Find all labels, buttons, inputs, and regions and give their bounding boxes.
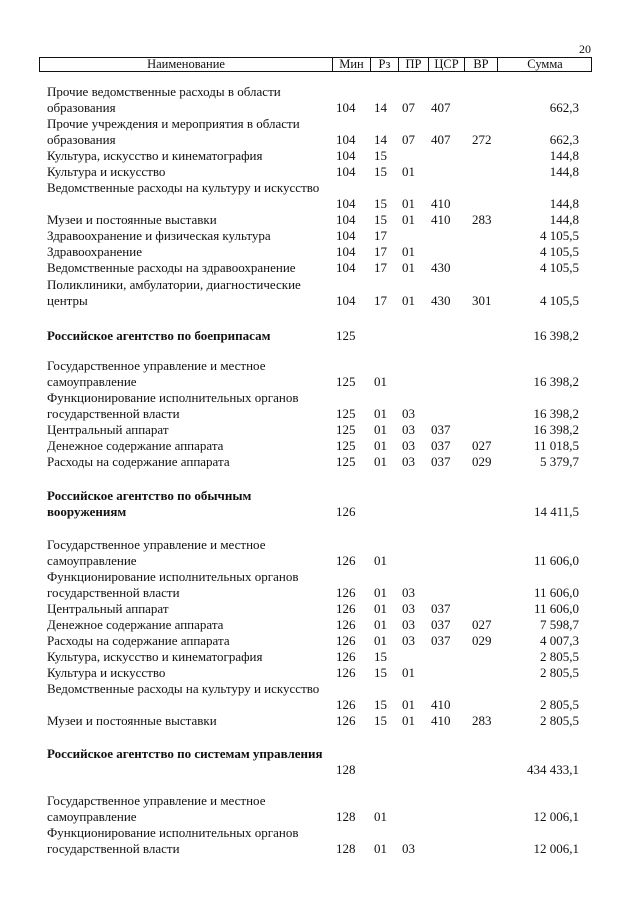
row-sum: 11 606,0 [533, 585, 579, 600]
row-rz: 15 [374, 649, 387, 664]
row-csr: 037 [431, 422, 451, 437]
table-row [0, 617, 640, 633]
row-csr: 407 [431, 132, 451, 147]
row-min: 104 [336, 132, 356, 147]
table-row [0, 681, 640, 713]
row-rz: 01 [374, 454, 387, 469]
row-sum: 2 805,5 [540, 649, 579, 664]
row-sum: 11 606,0 [533, 553, 579, 568]
row-sum: 4 007,3 [540, 633, 579, 648]
table-row [0, 438, 640, 454]
row-vr: 283 [472, 713, 492, 728]
row-rz: 15 [374, 164, 387, 179]
row-pr: 07 [402, 100, 415, 115]
row-pr: 01 [402, 164, 415, 179]
row-rz: 15 [374, 665, 387, 680]
table-row [0, 277, 640, 309]
row-sum: 4 105,5 [540, 293, 579, 308]
row-vr: 283 [472, 212, 492, 227]
row-min: 125 [336, 454, 356, 469]
row-min: 104 [336, 228, 356, 243]
row-pr: 03 [402, 841, 415, 856]
row-csr: 037 [431, 633, 451, 648]
table-row [0, 793, 640, 825]
row-min: 104 [336, 244, 356, 259]
row-rz: 01 [374, 633, 387, 648]
table-row [0, 825, 640, 857]
row-sum: 144,8 [549, 196, 579, 211]
row-pr: 03 [402, 438, 415, 453]
row-name: Ведомственные расходы на культуру и искусство [47, 681, 320, 696]
row-csr: 410 [431, 196, 451, 211]
row-sum: 16 398,2 [533, 406, 579, 421]
row-csr: 410 [431, 212, 451, 227]
header-min: Мин [332, 58, 370, 71]
row-sum: 2 805,5 [540, 665, 579, 680]
row-sum: 16 398,2 [533, 374, 579, 389]
table-row [0, 422, 640, 438]
row-rz: 01 [374, 438, 387, 453]
row-csr: 410 [431, 713, 451, 728]
row-pr: 01 [402, 697, 415, 712]
table-row [0, 164, 640, 180]
row-pr: 07 [402, 132, 415, 147]
row-sum: 2 805,5 [540, 713, 579, 728]
row-sum: 662,3 [549, 132, 579, 147]
row-min: 104 [336, 260, 356, 275]
row-rz: 01 [374, 374, 387, 389]
table-row [0, 665, 640, 681]
row-min: 128 [336, 762, 356, 777]
row-min: 104 [336, 100, 356, 115]
row-sum: 11 018,5 [533, 438, 579, 453]
row-name: Прочие учреждения и мероприятия в области образования [47, 116, 300, 147]
row-sum: 14 411,5 [533, 504, 579, 519]
table-row [0, 390, 640, 422]
table-row [0, 148, 640, 164]
row-sum: 434 433,1 [527, 762, 579, 777]
row-rz: 01 [374, 601, 387, 616]
row-sum: 4 105,5 [540, 228, 579, 243]
row-csr: 410 [431, 697, 451, 712]
row-min: 126 [336, 601, 356, 616]
table-row [0, 569, 640, 601]
header-name: Наименование [147, 57, 225, 71]
header-sum: Сумма [497, 58, 592, 71]
row-sum: 16 398,2 [533, 422, 579, 437]
row-rz: 15 [374, 212, 387, 227]
row-name: Ведомственные расходы на культуру и искусство [47, 180, 320, 195]
row-pr: 01 [402, 196, 415, 211]
row-sum: 7 598,7 [540, 617, 579, 632]
row-vr: 029 [472, 454, 492, 469]
row-pr: 01 [402, 260, 415, 275]
row-vr: 029 [472, 633, 492, 648]
row-sum: 4 105,5 [540, 244, 579, 259]
row-pr: 03 [402, 422, 415, 437]
row-pr: 03 [402, 406, 415, 421]
row-name: Денежное содержание аппарата [47, 438, 224, 453]
row-csr: 037 [431, 617, 451, 632]
row-csr: 037 [431, 438, 451, 453]
row-rz: 17 [374, 244, 387, 259]
row-rz: 15 [374, 148, 387, 163]
table-row [0, 260, 640, 276]
row-sum: 2 805,5 [540, 697, 579, 712]
row-sum: 16 398,2 [533, 328, 579, 343]
row-name: Культура и искусство [47, 164, 166, 179]
row-name: Функционирование исполнительных органов государственной власти [47, 825, 299, 856]
row-vr: 272 [472, 132, 492, 147]
row-rz: 01 [374, 553, 387, 568]
row-vr: 027 [472, 617, 492, 632]
row-name: Российское агентство по системам управления [47, 746, 323, 761]
row-rz: 17 [374, 228, 387, 243]
row-sum: 144,8 [549, 148, 579, 163]
row-rz: 15 [374, 196, 387, 211]
row-name: Функционирование исполнительных органов государственной власти [47, 569, 299, 600]
row-rz: 01 [374, 841, 387, 856]
row-name: Государственное управление и местное самоуправление [47, 358, 266, 389]
row-min: 104 [336, 196, 356, 211]
row-name: Музеи и постоянные выставки [47, 212, 217, 227]
row-min: 126 [336, 553, 356, 568]
table-row [0, 454, 640, 470]
row-min: 104 [336, 293, 356, 308]
row-rz: 01 [374, 809, 387, 824]
row-min: 125 [336, 374, 356, 389]
row-name: Российское агентство по боеприпасам [47, 328, 271, 343]
row-pr: 01 [402, 713, 415, 728]
table-row [0, 244, 640, 260]
row-name: Государственное управление и местное самоуправление [47, 793, 266, 824]
row-min: 104 [336, 212, 356, 227]
table-row [0, 116, 640, 148]
row-rz: 15 [374, 713, 387, 728]
row-min: 125 [336, 406, 356, 421]
row-min: 104 [336, 164, 356, 179]
row-name: Российское агентство по обычным вооружениям [47, 488, 252, 519]
row-rz: 01 [374, 617, 387, 632]
row-csr: 037 [431, 601, 451, 616]
row-sum: 12 006,1 [533, 809, 579, 824]
row-sum: 11 606,0 [533, 601, 579, 616]
row-pr: 03 [402, 601, 415, 616]
row-pr: 01 [402, 244, 415, 259]
row-name: Ведомственные расходы на здравоохранение [47, 260, 296, 275]
row-min: 126 [336, 697, 356, 712]
row-sum: 144,8 [549, 164, 579, 179]
row-name: Поликлиники, амбулатории, диагностические центры [47, 277, 301, 308]
row-min: 126 [336, 585, 356, 600]
row-csr: 430 [431, 260, 451, 275]
row-min: 126 [336, 649, 356, 664]
row-name: Культура, искусство и кинематография [47, 649, 263, 664]
row-name: Здравоохранение [47, 244, 142, 259]
row-pr: 01 [402, 212, 415, 227]
row-pr: 03 [402, 617, 415, 632]
row-sum: 5 379,7 [540, 454, 579, 469]
row-rz: 15 [374, 697, 387, 712]
row-name: Прочие ведомственные расходы в области образования [47, 84, 281, 115]
table-row [0, 180, 640, 212]
row-min: 126 [336, 504, 356, 519]
row-rz: 01 [374, 422, 387, 437]
row-name: Культура и искусство [47, 665, 166, 680]
row-pr: 01 [402, 665, 415, 680]
row-sum: 662,3 [549, 100, 579, 115]
row-rz: 14 [374, 100, 387, 115]
row-sum: 12 006,1 [533, 841, 579, 856]
row-min: 128 [336, 841, 356, 856]
row-name: Функционирование исполнительных органов государственной власти [47, 390, 299, 421]
row-name: Расходы на содержание аппарата [47, 454, 230, 469]
row-csr: 037 [431, 454, 451, 469]
row-pr: 03 [402, 633, 415, 648]
row-min: 126 [336, 713, 356, 728]
table-row [0, 633, 640, 649]
row-csr: 407 [431, 100, 451, 115]
table-row [0, 84, 640, 116]
row-rz: 14 [374, 132, 387, 147]
table-row [0, 601, 640, 617]
row-name: Государственное управление и местное самоуправление [47, 537, 266, 568]
table-row [0, 228, 640, 244]
row-min: 104 [336, 148, 356, 163]
row-vr: 301 [472, 293, 492, 308]
row-name: Музеи и постоянные выставки [47, 713, 217, 728]
row-min: 125 [336, 422, 356, 437]
row-pr: 03 [402, 454, 415, 469]
row-rz: 17 [374, 293, 387, 308]
row-min: 125 [336, 438, 356, 453]
header-vr: ВР [464, 58, 497, 71]
row-min: 126 [336, 633, 356, 648]
row-name: Расходы на содержание аппарата [47, 633, 230, 648]
row-pr: 03 [402, 585, 415, 600]
row-name: Здравоохранение и физическая культура [47, 228, 271, 243]
table-row [0, 212, 640, 228]
page-number: 20 [579, 42, 591, 56]
row-name: Культура, искусство и кинематография [47, 148, 263, 163]
row-min: 125 [336, 328, 356, 343]
row-sum: 144,8 [549, 212, 579, 227]
row-csr: 430 [431, 293, 451, 308]
table-row [0, 713, 640, 729]
row-min: 126 [336, 665, 356, 680]
row-rz: 01 [374, 585, 387, 600]
table-row [0, 746, 640, 778]
row-vr: 027 [472, 438, 492, 453]
row-rz: 17 [374, 260, 387, 275]
row-name: Центральный аппарат [47, 601, 169, 616]
header-csr: ЦСР [428, 58, 464, 71]
table-row [0, 328, 640, 344]
table-row [0, 537, 640, 569]
row-name: Денежное содержание аппарата [47, 617, 224, 632]
table-row [0, 488, 640, 520]
row-min: 128 [336, 809, 356, 824]
table-row [0, 649, 640, 665]
row-min: 126 [336, 617, 356, 632]
table-row [0, 358, 640, 390]
row-pr: 01 [402, 293, 415, 308]
row-rz: 01 [374, 406, 387, 421]
row-sum: 4 105,5 [540, 260, 579, 275]
header-pr: ПР [398, 58, 428, 71]
row-name: Центральный аппарат [47, 422, 169, 437]
header-rz: Рз [370, 58, 398, 71]
